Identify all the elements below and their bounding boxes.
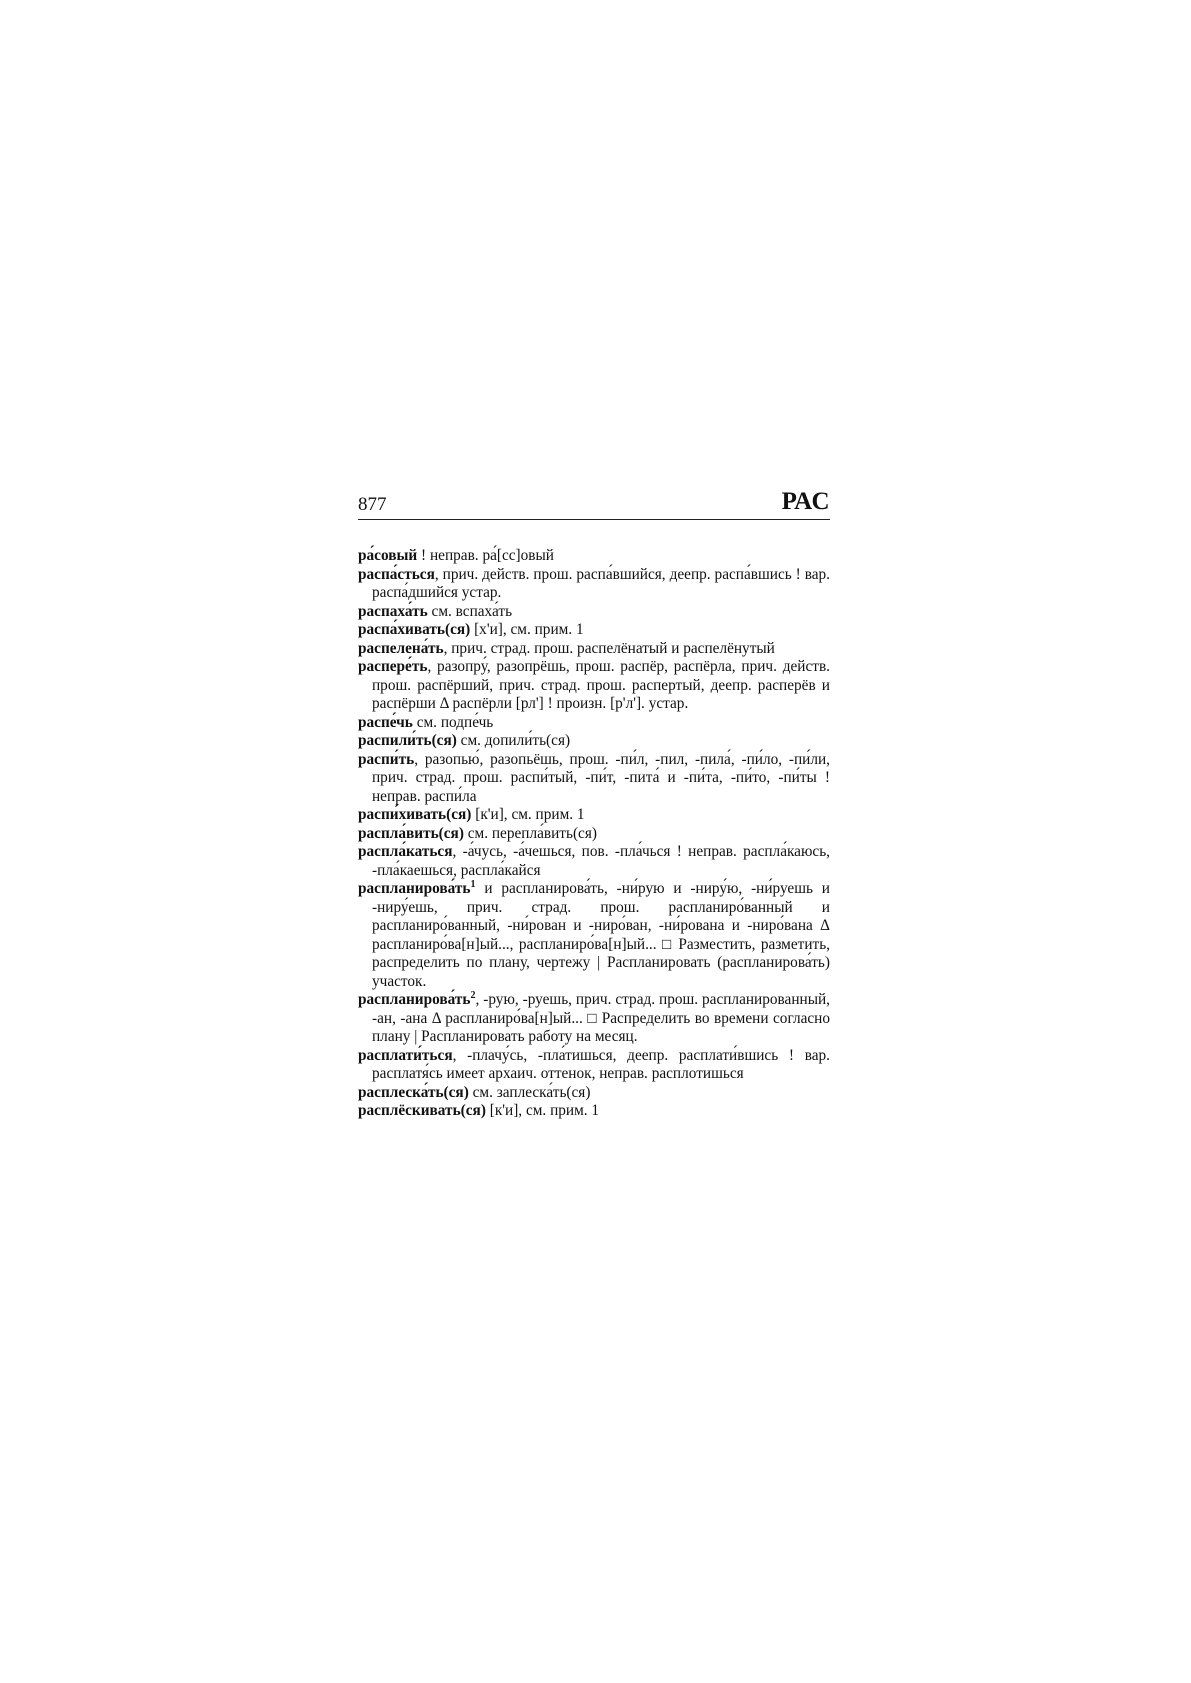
entry-headword: расплеска́ть(ся) xyxy=(358,1083,469,1101)
entry-body: , разопру́, разопрёшь, прош. распёр, распёрла, прич. действ. прош. распёрший, прич. страд. прош. распертый, деепр. расперёв и распёрши Δ распёрли [рл'] ! произн. [р'л']. устар. xyxy=(372,658,830,712)
entry-body: , разопью́, разопьёшь, прош. -пи́л, -пил, -пила́, -пи́ло, -пи́ли, прич. страд. прош. распи́тый, -пи́т, -пита́ и -пи́та, -пи́то, -пи́ты ! неправ. распи́ла xyxy=(372,750,830,805)
entry-body: и распланирова́ть, -ни́рую и -ниру́ю, -ни́руешь и -ниру́ешь, прич. страд. прош. распланиро́ванный и распланиро́ванный, -ни́рован и -ниро́ван, -ни́рована и -ниро́вана Δ распланиро́ва[н]ый..., распланиро́ва[н]ый... □ Разместить, разметить, распределить по плану, чертежу | Распланировать (распланирова́ть) участок. xyxy=(372,880,830,990)
entry-headword: распи́ть xyxy=(358,750,415,768)
entry-headword: распелена́ть xyxy=(358,639,444,657)
entry-headword: расплати́ться xyxy=(358,1046,453,1064)
entry-headword: распла́вить(ся) xyxy=(358,824,464,842)
entry-body: см. вспаха́ть xyxy=(427,602,513,620)
entry-body: , -плачу́сь, -пла́тишься, деепр. расплати́вшись ! вар. расплатя́сь имеет архаич. оттенок, неправ. расплотишься xyxy=(372,1046,830,1082)
homonym-index: 1 xyxy=(470,878,476,890)
entry-body: , -а́чусь, -а́чешься, пов. -пла́чься ! неправ. распла́каюсь, -пла́каешься, распла́кайся xyxy=(372,843,830,879)
entry-body: см. перепла́вить(ся) xyxy=(463,824,597,842)
dictionary-entry xyxy=(358,880,830,991)
page-header xyxy=(358,486,830,520)
entry-body: см. подпе́чь xyxy=(412,713,494,731)
dictionary-entry xyxy=(358,751,830,807)
dictionary-entry xyxy=(358,603,830,622)
dictionary-entry xyxy=(358,991,830,1047)
homonym-index: 2 xyxy=(470,989,476,1001)
entry-headword: расплёскивать(ся) xyxy=(358,1102,486,1119)
entry-body: [к'и], см. прим. 1 xyxy=(471,806,585,823)
dictionary-entry xyxy=(358,1102,830,1121)
entry-list xyxy=(358,547,830,1121)
entry-headword: распланирова́ть xyxy=(358,991,471,1008)
dictionary-entry xyxy=(358,1084,830,1103)
entry-headword: распили́ть(ся) xyxy=(358,732,457,749)
entry-headword: ра́совый xyxy=(358,547,418,564)
dictionary-entry xyxy=(358,843,830,880)
entry-body: , прич. страд. прош. распелёнатый и распелёнутый xyxy=(443,639,775,657)
dictionary-entry xyxy=(358,640,830,659)
entry-body: см. допили́ть(ся) xyxy=(456,732,571,749)
dictionary-entry xyxy=(358,1047,830,1084)
entry-headword: распа́сться xyxy=(358,565,435,583)
dictionary-entry xyxy=(358,658,830,714)
dictionary-entry xyxy=(358,825,830,844)
dictionary-entry xyxy=(358,566,830,603)
entry-body: ! неправ. ра́[сс]овый xyxy=(417,547,554,564)
dictionary-entry xyxy=(358,621,830,640)
entry-headword: распланирова́ть xyxy=(358,880,471,897)
dictionary-entry xyxy=(358,806,830,825)
entry-headword: распере́ть xyxy=(358,658,428,675)
running-head: РАС xyxy=(781,488,830,515)
dictionary-entry xyxy=(358,732,830,751)
entry-body: [х'и], см. прим. 1 xyxy=(470,621,584,638)
entry-body: [к'и], см. прим. 1 xyxy=(485,1102,600,1119)
entry-headword: распе́чь xyxy=(358,713,413,731)
page-number: 877 xyxy=(358,494,387,515)
entry-headword: распа́хивать(ся) xyxy=(358,621,471,638)
entry-headword: распи́хивать(ся) xyxy=(358,806,472,823)
entry-headword: распла́каться xyxy=(358,843,453,860)
entry-body: см. заплеска́ть(ся) xyxy=(468,1083,591,1101)
dictionary-entry xyxy=(358,547,830,566)
entry-headword: распаха́ть xyxy=(358,602,428,620)
dictionary-page xyxy=(358,486,830,1121)
entry-body: , прич. действ. прош. распа́вшийся, деепр. распа́вшись ! вар. распа́дшийся устар. xyxy=(372,565,830,601)
dictionary-entry xyxy=(358,714,830,733)
entry-body: , -рую, -руешь, прич. страд. прош. распланированный, -ан, -ана Δ распланиро́ва[н]ый... □ Распределить во времени согласно плану | Распланировать работу на месяц. xyxy=(372,991,830,1045)
